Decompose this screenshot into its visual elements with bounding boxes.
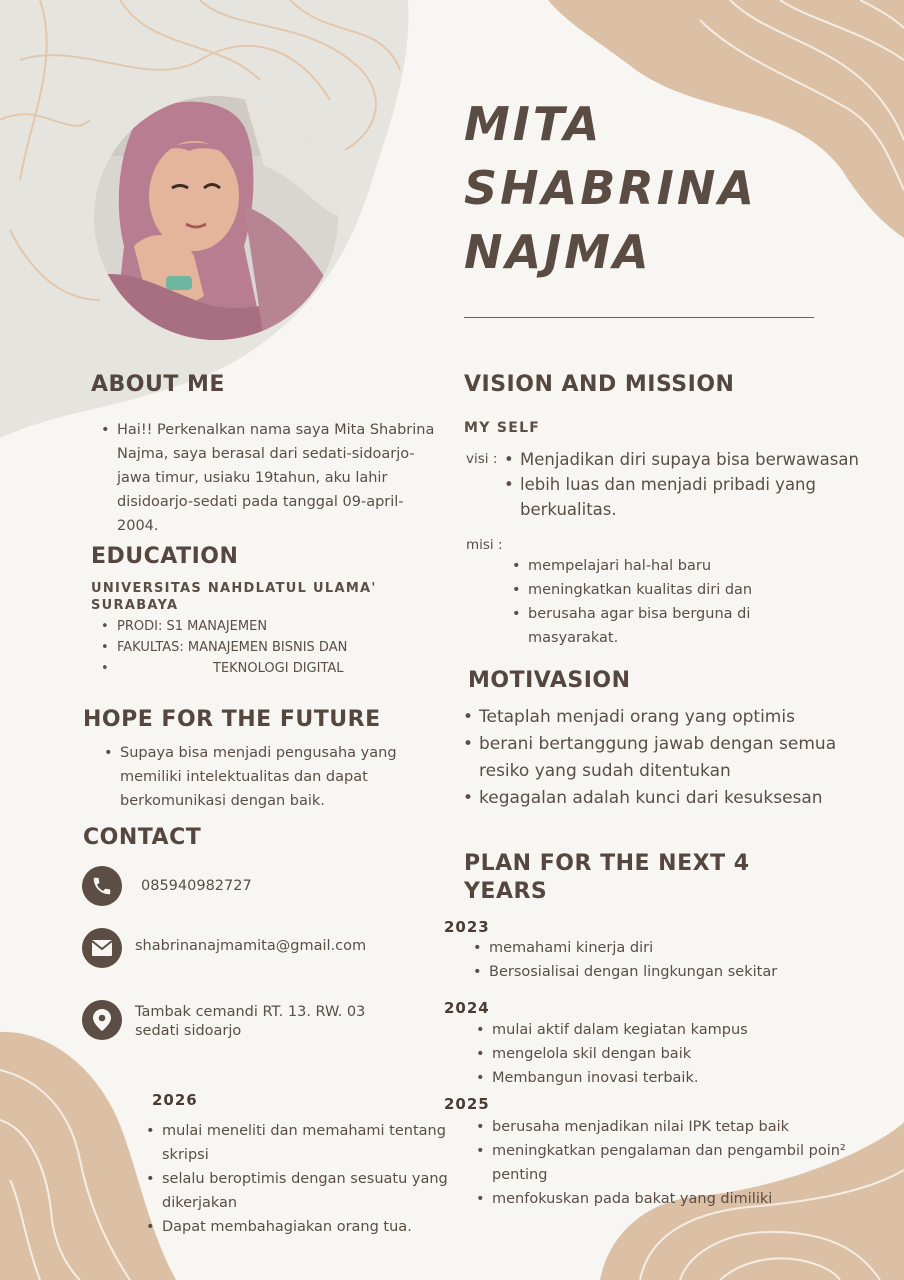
list-item: [99, 658, 419, 679]
hope-title: HOPE FOR THE FUTURE: [83, 707, 381, 732]
address-line: Tambak cemandi RT. 13. RW. 03: [135, 1004, 366, 1020]
profile-photo: [94, 96, 338, 340]
plan-2025-list: [474, 1115, 894, 1211]
list-item: • Dapat membahagiakan orang tua.: [144, 1215, 469, 1239]
list-item: • mempelajari hal-hal baru: [510, 554, 810, 578]
list-item: • Hai!! Perkenalkan nama saya Mita Shabrina Najma, saya berasal dari sedati-sidoarjo-jawa timur, usiaku 19tahun, aku lahir disidoarjo-sedati pada tanggal 09-april-2004.: [99, 418, 444, 538]
plan-2023-list: [471, 936, 891, 984]
plan-title: PLAN FOR THE NEXT 4 YEARS: [464, 851, 750, 904]
list-item: • memahami kinerja diri: [471, 936, 891, 960]
name-line: NAJMA: [464, 225, 652, 279]
contact-address: [135, 1003, 365, 1041]
phone-icon: [82, 866, 122, 906]
list-item: • selalu beroptimis dengan sesuatu yang dikerjakan: [144, 1167, 469, 1215]
location-pin-icon: [82, 1000, 122, 1040]
list-item: • berusaha agar bisa berguna di masyarakat.: [510, 602, 810, 650]
name-line: MITA: [464, 97, 603, 151]
education-list: [99, 616, 419, 679]
visi-list: [502, 447, 877, 522]
education-school: UNIVERSITAS NAHDLATUL ULAMA' SURABAYA: [91, 581, 377, 613]
plan-year-label: 2025: [444, 1095, 490, 1113]
hope-list: [102, 741, 422, 813]
plan-2026-list: [144, 1119, 469, 1239]
name-line: SHABRINA: [464, 161, 757, 215]
plan-year-label: 2024: [444, 999, 490, 1017]
list-item-text: TEKNOLOGI DIGITAL: [213, 661, 344, 676]
misi-label: misi :: [466, 537, 503, 553]
about-list: [99, 418, 444, 538]
list-item: • menfokuskan pada bakat yang dimiliki: [474, 1187, 894, 1211]
list-item: • mulai meneliti dan memahami tentang skripsi: [144, 1119, 469, 1167]
list-item: • berusaha menjadikan nilai IPK tetap baik: [474, 1115, 894, 1139]
contact-email[interactable]: shabrinanajmamita@gmail.com: [135, 938, 367, 954]
education-title: EDUCATION: [91, 544, 239, 569]
list-item: • Membangun inovasi terbaik.: [474, 1066, 894, 1090]
vision-title: VISION AND MISSION: [464, 372, 735, 397]
plan-2026-year: 2026: [152, 1091, 198, 1109]
visi-label: visi :: [466, 451, 498, 467]
list-item: • mulai aktif dalam kegiatan kampus: [474, 1018, 894, 1042]
motivation-list: [461, 704, 861, 812]
list-item: • meningkatkan pengalaman dan pengambil poin² penting: [474, 1139, 894, 1187]
list-item: • FAKULTAS: MANAJEMEN BISNIS DAN: [99, 637, 419, 658]
motivation-title: MOTIVASION: [468, 668, 631, 693]
misi-list: [510, 554, 810, 650]
list-item: • lebih luas dan menjadi pribadi yang berkualitas.: [502, 472, 877, 522]
plan-year-label: 2023: [444, 918, 490, 936]
list-item: • kegagalan adalah kunci dari kesuksesan: [461, 785, 861, 812]
envelope-icon: [82, 928, 122, 968]
contact-title: CONTACT: [83, 825, 202, 850]
about-title: ABOUT ME: [91, 372, 225, 397]
name-divider: [464, 317, 814, 318]
list-item: • Menjadikan diri supaya bisa berwawasan: [502, 447, 877, 472]
list-item: • Supaya bisa menjadi pengusaha yang memiliki intelektualitas dan dapat berkomunikasi dengan baik.: [102, 741, 422, 813]
full-name: [464, 92, 884, 284]
contact-phone: 085940982727: [141, 878, 252, 894]
list-item: • meningkatkan kualitas diri dan: [510, 578, 810, 602]
list-item: • Tetaplah menjadi orang yang optimis: [461, 704, 861, 731]
list-item: • mengelola skil dengan baik: [474, 1042, 894, 1066]
list-item: • PRODI: S1 MANAJEMEN: [99, 616, 419, 637]
plan-2024-list: [474, 1018, 894, 1090]
list-item: • berani bertanggung jawab dengan semua resiko yang sudah ditentukan: [461, 731, 861, 785]
address-line: sedati sidoarjo: [135, 1023, 242, 1039]
list-item: • Bersosialisai dengan lingkungan sekitar: [471, 960, 891, 984]
vision-subtitle: MY SELF: [464, 420, 541, 436]
